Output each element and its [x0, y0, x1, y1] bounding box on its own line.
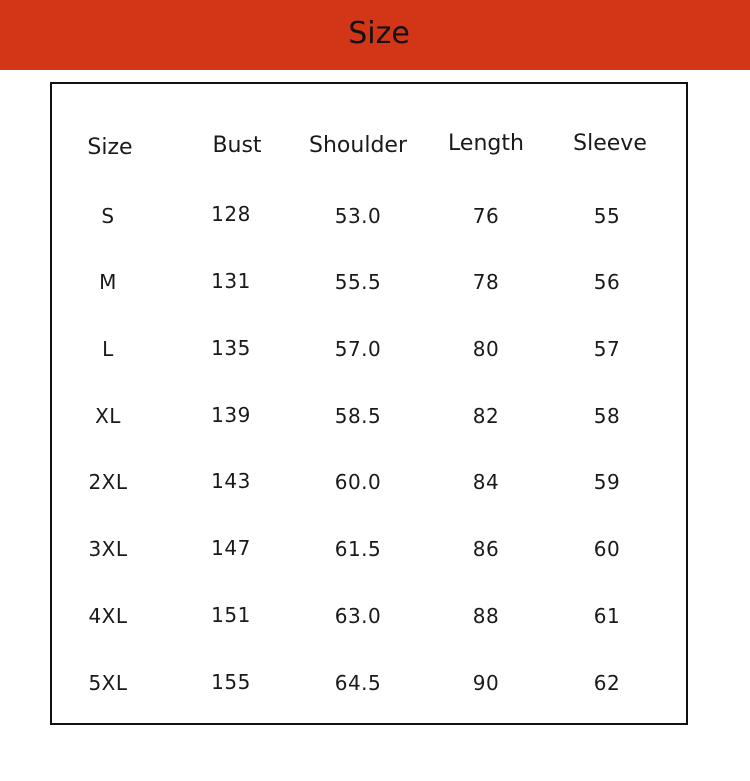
table-cell-bust: 155 — [211, 670, 251, 694]
title-banner — [0, 0, 750, 70]
table-cell-sleeve: 62 — [593, 671, 621, 695]
table-cell-length: 80 — [472, 337, 500, 361]
table-cell-sleeve: 60 — [593, 537, 621, 561]
table-cell-shoulder: 60.0 — [334, 470, 382, 494]
table-cell-shoulder: 57.0 — [334, 337, 382, 361]
banner-title: Size — [348, 16, 410, 51]
table-cell-bust: 151 — [211, 603, 251, 627]
table-cell-bust: 128 — [211, 202, 251, 226]
table-cell-shoulder: 64.5 — [334, 671, 382, 695]
table-cell-sleeve: 56 — [593, 270, 621, 294]
table-cell-bust: 147 — [211, 536, 251, 560]
table-cell-size: L — [102, 337, 114, 361]
table-cell-length: 78 — [472, 270, 500, 294]
table-cell-bust: 143 — [211, 469, 251, 493]
table-cell-length: 86 — [472, 537, 500, 561]
table-cell-sleeve: 58 — [593, 404, 621, 428]
header-length: Length — [448, 131, 524, 156]
table-cell-shoulder: 61.5 — [334, 537, 382, 561]
table-cell-size: 5XL — [88, 671, 128, 695]
table-cell-size: M — [99, 270, 117, 294]
table-cell-bust: 135 — [211, 336, 251, 360]
table-cell-shoulder: 53.0 — [334, 204, 382, 228]
table-cell-bust: 139 — [211, 403, 251, 427]
table-cell-sleeve: 57 — [593, 337, 621, 361]
table-cell-size: 3XL — [88, 537, 128, 561]
table-cell-sleeve: 55 — [593, 204, 621, 228]
table-cell-size: S — [101, 204, 115, 228]
header-shoulder: Shoulder — [309, 133, 407, 158]
table-cell-length: 82 — [472, 404, 500, 428]
table-cell-length: 84 — [472, 470, 500, 494]
size-chart-table — [50, 82, 688, 725]
table-cell-bust: 131 — [211, 269, 251, 293]
table-cell-length: 90 — [472, 671, 500, 695]
table-cell-size: 2XL — [88, 470, 128, 494]
table-cell-length: 76 — [472, 204, 500, 228]
header-sleeve: Sleeve — [573, 131, 647, 156]
header-bust: Bust — [212, 133, 262, 158]
table-cell-length: 88 — [472, 604, 500, 628]
table-cell-shoulder: 63.0 — [334, 604, 382, 628]
table-cell-sleeve: 59 — [593, 470, 621, 494]
table-cell-size: XL — [95, 404, 121, 428]
table-cell-size: 4XL — [88, 604, 128, 628]
header-size: Size — [87, 135, 133, 160]
table-cell-shoulder: 58.5 — [334, 404, 382, 428]
table-cell-sleeve: 61 — [593, 604, 621, 628]
table-cell-shoulder: 55.5 — [334, 270, 382, 294]
